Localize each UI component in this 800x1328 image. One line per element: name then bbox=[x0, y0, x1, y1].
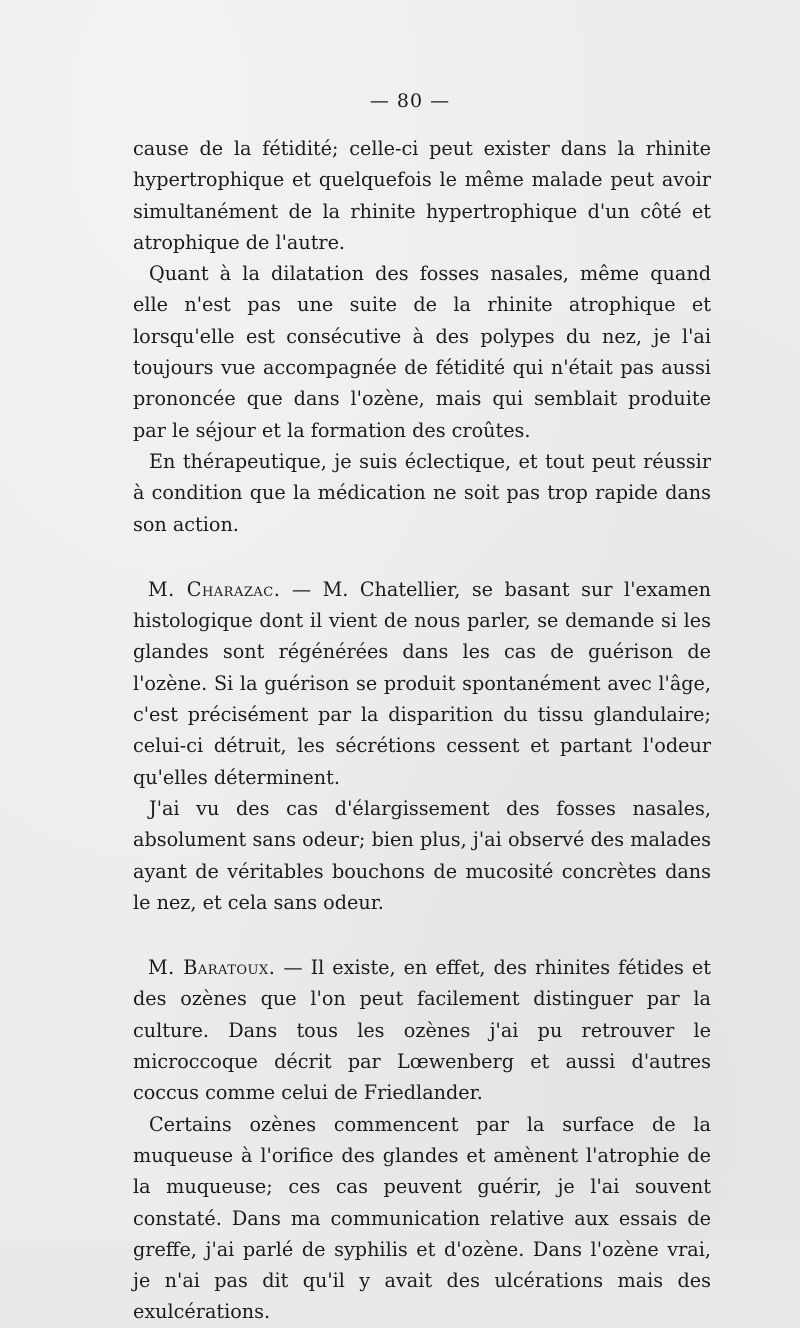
speaker-name-baratoux: M. Baratoux. bbox=[148, 956, 276, 980]
paragraph-ozene-types: Certains ozènes commencent par la surface de la muqueuse à l'orifice des glandes et amènent l'atrophie de la muqueuse; ces cas peuvent guérir, je l'ai souvent constaté. Dans ma communication relative aux essais de greffe, j'ai parlé de syphilis et d'ozène. Dans l'ozène vrai, je n'ai pas dit qu'il y avait des ulcérations mais des exulcérations. bbox=[133, 1112, 711, 1324]
section-gap bbox=[133, 540, 711, 574]
paragraph-continuation: cause de la fétidité; celle-ci peut exister dans la rhinite hypertrophique et quelquefois le même malade peut avoir simultanément de la rhinite hypertrophique d'un côté et atrophique de l'autre. bbox=[133, 137, 711, 254]
paragraph-baratoux bbox=[133, 952, 711, 1108]
paragraph-charazac bbox=[133, 574, 711, 793]
text-body bbox=[133, 133, 711, 1328]
paragraph-charazac-text: — M. Chatellier, se basant sur l'examen histologique dont il vient de nous parler, se demande si les glandes sont régénérées dans les cas de guérison de l'ozène. Si la guérison se produit spontanément avec l'âge, c'est précisément par la disparition du tissu glandulaire; celui-ci détruit, les sécrétions cessent et partant l'odeur qu'elles déterminent. bbox=[133, 577, 711, 789]
section-gap bbox=[133, 918, 711, 952]
paragraph-therapeutics: En thérapeutique, je suis éclectique, et tout peut réussir à condition que la médication ne soit pas trop rapide dans son action. bbox=[133, 449, 711, 536]
paragraph-odourless-cases: J'ai vu des cas d'élargissement des fosses nasales, absolument sans odeur; bien plus, j'ai observé des malades ayant de véritables bouchons de mucosité concrètes dans le nez, et cela sans odeur. bbox=[133, 796, 711, 914]
paragraph-baratoux-text: — Il existe, en effet, des rhinites fétides et des ozènes que l'on peut facilement distinguer par la culture. Dans tous les ozènes j'ai pu retrouver le microccoque décrit par Lœwenberg et aussi d'autres coccus comme celui de Friedlander. bbox=[133, 956, 711, 1105]
paragraph-dilatation: Quant à la dilatation des fosses nasales, même quand elle n'est pas une suite de la rhinite atrophique et lorsqu'elle est consécutive à des polypes du nez, je l'ai toujours vue accompagnée de fétidité qui n'était pas aussi prononcée que dans l'ozène, mais qui semblait produite par le séjour et la formation des croûtes. bbox=[133, 262, 711, 442]
page-number: — 80 — bbox=[369, 90, 451, 112]
speaker-name-charazac: M. Charazac. bbox=[148, 577, 281, 601]
